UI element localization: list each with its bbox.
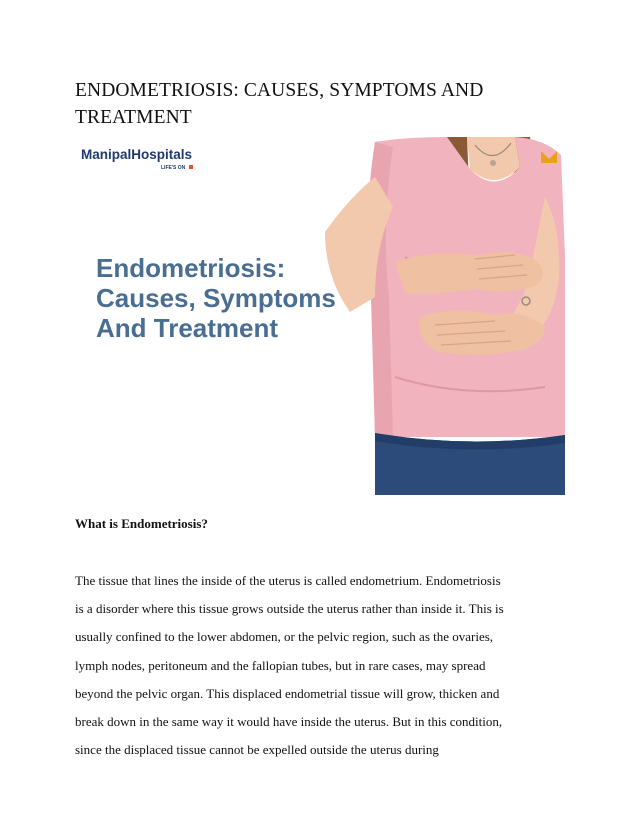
page-title: ENDOMETRIOSIS: CAUSES, SYMPTOMS AND TREATMENT [75,80,484,128]
paragraph-line: usually confined to the lower abdomen, or the pelvic region, such as the ovaries, [75,629,494,645]
paragraph-line: The tissue that lines the inside of the uterus is called endometrium. Endometriosis [75,573,501,588]
section-heading: What is Endometriosis? [75,516,208,531]
logo-tagline-text: LIFE'S ON [161,165,186,171]
paragraph-line: lymph nodes, peritoneum and the fallopian tubes, but in rare cases, may spread [75,657,486,673]
body-paragraph [75,567,565,764]
hero-image [75,137,565,495]
paragraph-line: is a disorder where this tissue grows outside the uterus rather than inside it. This is [75,601,504,617]
hero-banner-line-1: Endometriosis: [96,253,286,283]
paragraph-line: since the displaced tissue cannot be expelled outside the uterus during [75,742,439,758]
paragraph-line: beyond the pelvic organ. This displaced endometrial tissue will grow, thicken and [75,685,500,701]
logo-brand-text: ManipalHospitals [81,147,193,162]
hero-banner-line-2: Causes, Symptoms [96,283,336,313]
logo-accent-mark [189,165,193,169]
hero-banner-line-3: And Treatment [96,313,279,343]
paragraph-line: break down in the same way it would have inside the uterus. But in this condition, [75,714,503,730]
